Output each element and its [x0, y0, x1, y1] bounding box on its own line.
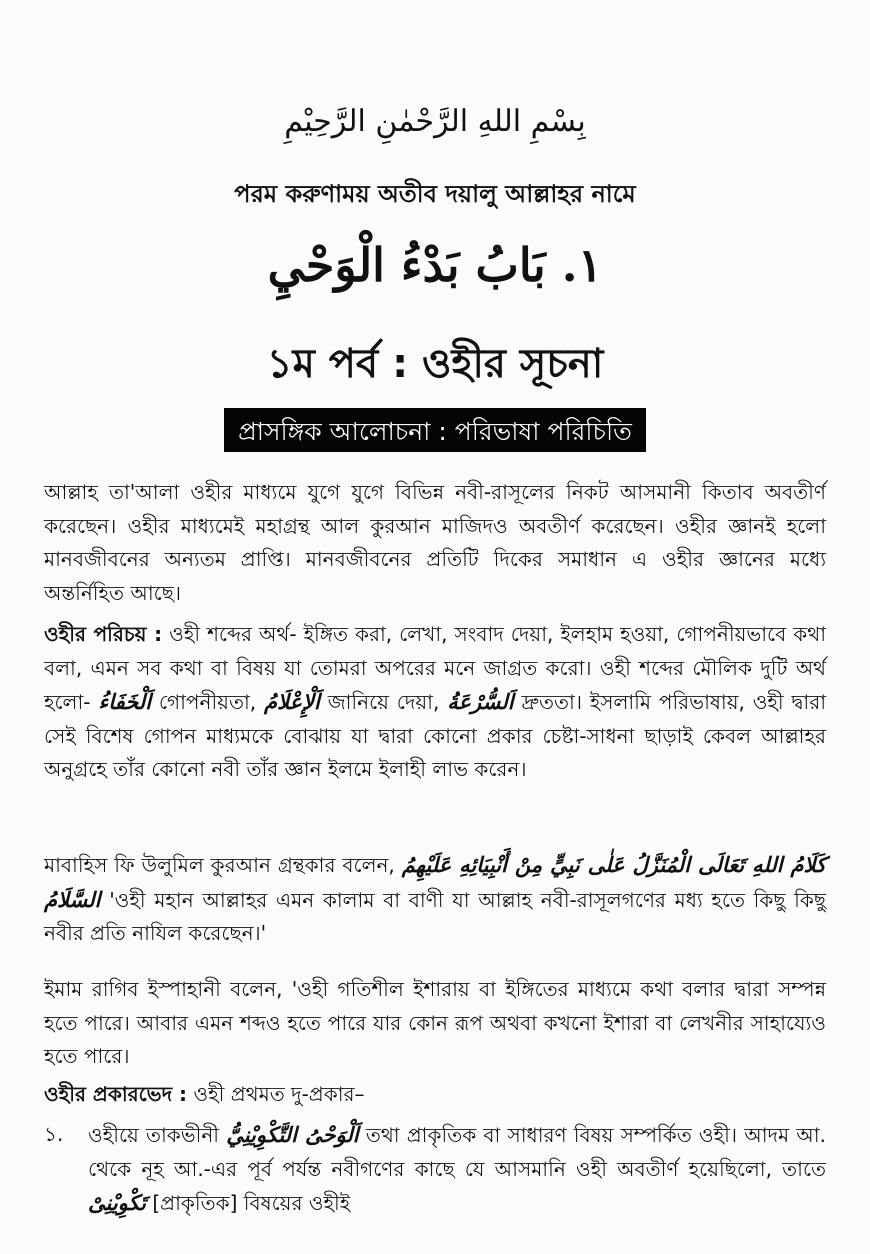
arabic-term-surah: اَلسُّرْعَةُ	[447, 689, 514, 714]
types-label: ওহীর প্রকারভেদ :	[44, 1082, 188, 1106]
chapter-arabic-title: ١. بَابُ بَدْءُ الْوَحْيِ	[267, 238, 603, 292]
ragib-text: ইমাম রাগিব ইস্পাহানী বলেন, 'ওহী গতিশীল ইশারায় বা ইঙ্গিতের মাধ্যমে কথা বলার দ্বারা সম্পন্ন হতে পারে। আবার এমন শব্দও হতে পারে যার কোন রূপ অথবা কখনো ইশারা বা লেখনীর সাহায্যেও হতে পারে।	[44, 977, 826, 1068]
intro-text: আল্লাহ তা'আলা ওহীর মাধ্যমে যুগে যুগে বিভিন্ন নবী-রাসূলের নিকট আসমানী কিতাব অবতীর্ণ করেছেন। ওহীর মাধ্যমেই মহাগ্রন্থ আল কুরআন মাজিদও অবতীর্ণ করেছেন। ওহীর জ্ঞানই হলো মানবজীবনের অন্যতম প্রাপ্তি। মানবজীবনের প্রতিটি দিকের সমাধান এ ওহীর জ্ঞানের মধ্যে অন্তর্নিহিত আছে।	[44, 480, 826, 605]
intro-paragraph	[44, 476, 826, 610]
bismillah-heading: بِسْمِ اللهِ الرَّحْمٰنِ الرَّحِيْمِ	[284, 104, 586, 139]
bismillah-translation: পরম করুণাময় অতীব দয়ালু আল্লাহর নামে	[234, 180, 636, 208]
definition-label: ওহীর পরিচয় :	[44, 622, 163, 646]
definition-text-3: জানিয়ে দেয়া,	[327, 690, 440, 714]
mabahis-paragraph	[44, 848, 826, 951]
item1-text-3: [প্রাকৃতিক] বিষয়ের ওহীই	[152, 1191, 351, 1215]
section-banner: প্রাসঙ্গিক আলোচনা : পরিভাষা পরিচিতি	[224, 408, 646, 452]
chapter-title: ১ম পর্ব : ওহীর সূচনা	[266, 341, 604, 387]
list-item-number: ১.	[44, 1122, 64, 1146]
definition-text-2: গোপনীয়তা,	[158, 690, 257, 714]
types-text: ওহী প্রথমত দু-প্রকার–	[193, 1082, 365, 1106]
item1-text-2: তথা প্রাকৃতিক বা সাধারণ বিষয় সম্পর্কিত ওহী। আদম আ. থেকে নূহ আ.-এর পূর্ব পর্যন্ত নবীগণের কাছে যে আসমানি ওহী অবতীর্ণ হয়েছিলো, তাতে	[88, 1123, 826, 1181]
types-paragraph	[44, 1078, 826, 1112]
section-banner-wrap	[0, 408, 870, 452]
arabic-term-ilam: اَلْإِعْلَامُ	[263, 689, 320, 714]
definition-text-4: দ্রুততা। ইসলামি পরিভাষায়, ওহী দ্বারা সেই বিশেষ গোপন মাধ্যমকে বোঝায় যা দ্বারা কোনো প্রকার চেষ্টা-সাধনা ছাড়াই কেবল আল্লাহর অনুগ্রহে তাঁর কোনো নবী তাঁর জ্ঞান ইলমে ইলাহী লাভ করেন।	[44, 690, 827, 781]
definition-paragraph	[44, 618, 826, 787]
list-item	[44, 1118, 826, 1221]
mabahis-text-1: মাবাহিস ফি উলুমিল কুরআন গ্রন্থকার বলেন,	[44, 853, 395, 877]
definition-text-1: ওহী শব্দের অর্থ- ইঙ্গিত করা, লেখা, সংবাদ দেয়া, ইলহাম হওয়া, গোপনীয়ভাবে কথা বলা, এমন সব কথা বা বিষয় যা তোমরা অপরের মনে জাগ্রত করো। ওহী শব্দের মৌলিক দুটি অর্থ হলো-	[44, 622, 827, 714]
arabic-quote-kalam: كَلَامُ اللهِ تَعَالَى الْمُنَزَّلُ عَلٰى نَبِيٍّ مِنْ أَنْبِيَائِهِ عَلَيْهِمُ السَّلَامُ	[44, 852, 826, 912]
mabahis-text-2: 'ওহী মহান আল্লাহর এমন কালাম বা বাণী যা আল্লাহ নবী-রাসূলগণের মধ্য হতে কিছু কিছু নবীর প্রতি নাযিল করেছেন।'	[44, 887, 826, 945]
arabic-term-khafa: اَلْخَفَاءُ	[98, 689, 152, 714]
ragib-paragraph	[44, 973, 826, 1074]
arabic-term-takwini-short: تَكْوِيْنِىْ	[88, 1190, 146, 1215]
item1-text-1: ওহীয়ে তাকভীনী	[88, 1123, 220, 1147]
arabic-term-takwini: اَلْوَحْىُ التَّكْوِيْنِيُّ	[226, 1122, 359, 1147]
